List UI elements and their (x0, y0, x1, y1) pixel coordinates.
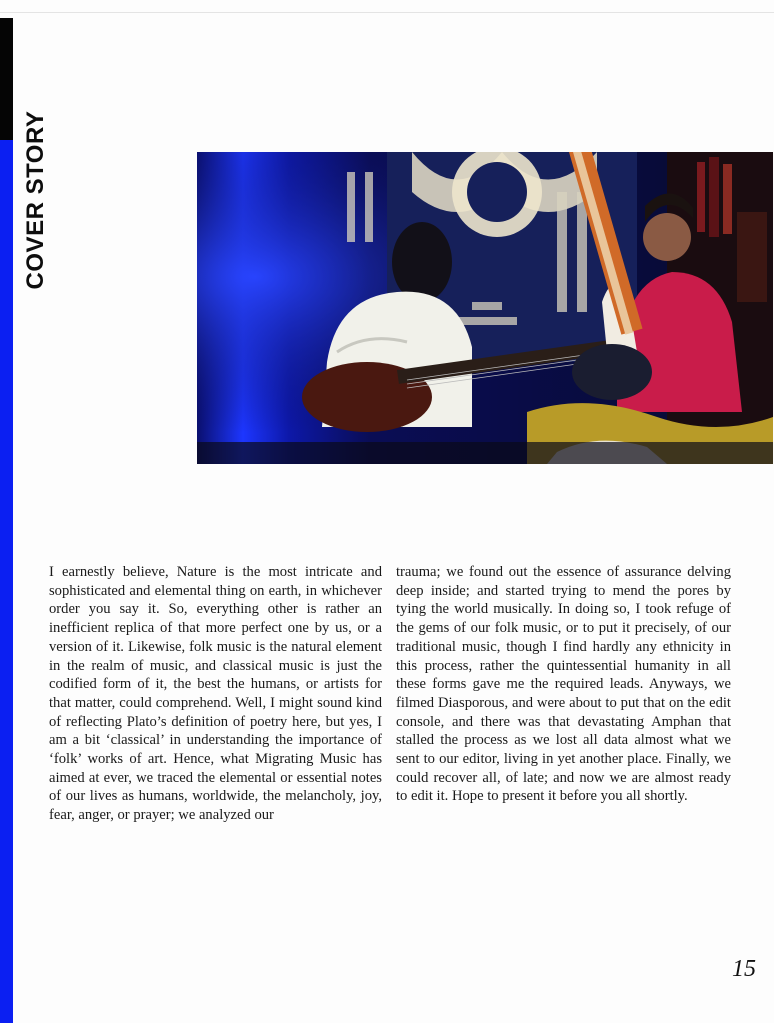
article-paragraph: trauma; we found out the essence of assurance delving deep inside; and started trying to mend the pores by tying the world musically. In doing so, I took refuge of the gems of our folk music, or to put it precisely, of our traditional music, though I find hardly any ethnicity in this process, rather the quintessential humanity in all these forms gave me the required leads. Anyways, we filmed Diasporous, and were about to put that on the edit console, and there was that devastating Amphan that stalled the process as we lost all data almost what we sent to our editor, living in yet another place. Finally, we could recover all, of late; and now we are almost ready to edit it. Hope to present it before you all shortly. (396, 564, 731, 805)
article-column-right (396, 563, 731, 806)
musicians-photo (197, 152, 773, 464)
top-rule (0, 12, 774, 13)
page-number: 15 (732, 956, 756, 982)
edge-bar-blue (0, 140, 13, 1023)
article-column-left (49, 563, 382, 825)
edge-bar-black (0, 18, 13, 140)
section-label: COVER STORY (22, 110, 49, 290)
article-paragraph: I earnestly believe, Nature is the most intricate and sophisticated and elemental thing on earth, in whichever order you say it. So, everything other is rather an inefficient replica of that more perfect one by us, or a version of it. Likewise, folk music is the natural element in the realm of music, and classical music is just the codified form of it, the best the humans, or artists for that matter, could comprehend. Well, I might sound kind of reflecting Plato’s definition of poetry here, but yes, I am a bit ‘classical’ in understanding the importance of ‘folk’ works of art. Hence, what Migrating Music has aimed at ever, we traced the elemental or essential notes of our lives as humans, worldwide, the melancholy, joy, fear, anger, or prayer; we analyzed our (49, 564, 382, 824)
